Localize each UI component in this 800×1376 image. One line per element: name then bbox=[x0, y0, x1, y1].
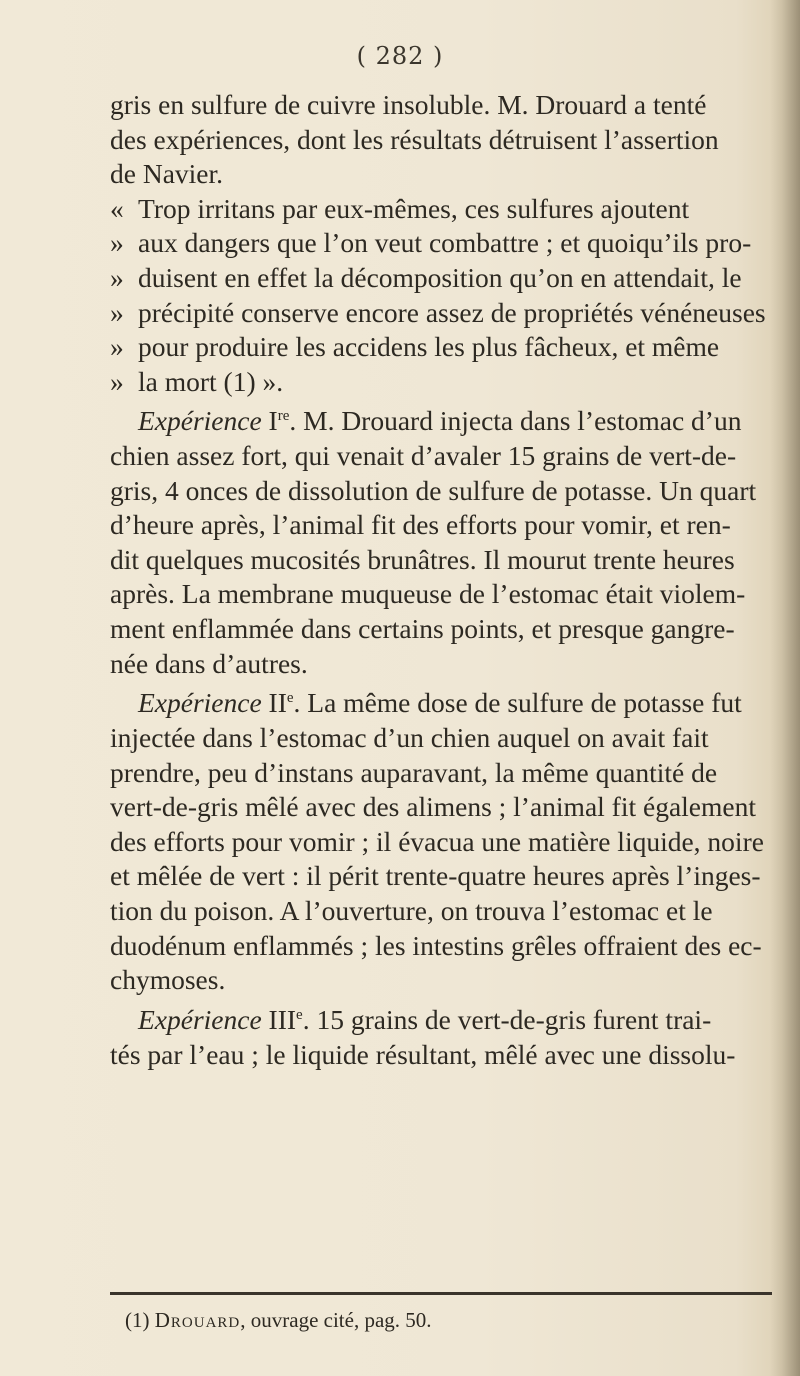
text-line: gris en sulfure de cuivre insoluble. M. Drouard a tenté bbox=[110, 89, 707, 120]
text-line: et mêlée de vert : il périt trente-quatre heures après l’inges- bbox=[110, 860, 761, 892]
text-line: tés par l’eau ; le liquide résultant, mêlé avec une dissolu- bbox=[110, 1038, 736, 1070]
text-line: duodénum enflammés ; les intestins grêles offraient des ec- bbox=[110, 929, 762, 961]
quote-text: précipité conserve encore assez de propriétés vénéneuses bbox=[138, 296, 766, 328]
text-line: injectée dans l’estomac d’un chien auquel on avait fait bbox=[110, 722, 709, 753]
quote-mark: « bbox=[110, 192, 124, 224]
text-segment: M. Drouard injecta dans l’estomac d’un bbox=[303, 405, 742, 437]
text-line: chymoses. bbox=[110, 964, 226, 996]
experiment-heading: Expérience bbox=[138, 687, 262, 719]
text-line: des efforts pour vomir ; il évacua une matière liquide, noire bbox=[110, 825, 764, 857]
text-line: de Navier. bbox=[110, 158, 224, 190]
text-line: Expérience IIe. La même dose de sulfure de potasse fut bbox=[138, 687, 742, 719]
quote-line bbox=[110, 330, 770, 365]
text-line: tion du poison. A l’ouverture, on trouva l’estomac et le bbox=[110, 894, 713, 926]
quote-mark: » bbox=[110, 296, 124, 328]
ordinal-suffix: re bbox=[277, 408, 290, 425]
quote-mark: » bbox=[110, 331, 124, 363]
quote-line bbox=[110, 365, 770, 400]
paragraph-1 bbox=[110, 88, 770, 192]
text-line: d’heure après, l’animal fit des efforts pour vomir, et ren- bbox=[110, 509, 731, 541]
text-line: gris, 4 onces de dissolution de sulfure de potasse. Un quart bbox=[110, 474, 757, 506]
quote-text: duisent en effet la décomposition qu’on en attendait, le bbox=[138, 261, 742, 293]
quote-text: Trop irritans par eux-mêmes, ces sulfures ajoutent bbox=[138, 192, 690, 224]
page-edge-shadow bbox=[770, 0, 800, 1376]
experiment-ordinal: II bbox=[268, 687, 287, 719]
text-line: des expériences, dont les résultats détruisent l’assertion bbox=[110, 123, 719, 155]
quote-line bbox=[110, 296, 770, 331]
experiment-2-paragraph bbox=[110, 681, 770, 998]
quote-text: aux dangers que l’on veut combattre ; et quoiqu’ils pro- bbox=[138, 227, 752, 259]
footnote-author: Drouard bbox=[154, 1308, 241, 1332]
footnote-text: , ouvrage cité, pag. 50. bbox=[240, 1308, 432, 1332]
text-line: dit quelques mucosités brunâtres. Il mourut trente heures bbox=[110, 543, 735, 575]
ordinal-suffix: e bbox=[286, 690, 294, 707]
experiment-1-paragraph bbox=[110, 399, 770, 681]
experiment-heading: Expérience bbox=[138, 1003, 262, 1035]
quote-mark: » bbox=[110, 261, 124, 293]
quote-text: la mort (1) ». bbox=[138, 365, 284, 397]
text-line: Expérience IIIe. 15 grains de vert-de-gris furent trai- bbox=[138, 1003, 712, 1035]
page-number: ( 282 ) bbox=[356, 42, 444, 70]
quote-mark: » bbox=[110, 227, 124, 259]
text-line: Expérience Ire. M. Drouard injecta dans l’estomac d’un bbox=[138, 405, 742, 437]
text-segment: 15 grains de vert-de-gris furent trai- bbox=[316, 1003, 712, 1035]
body-text bbox=[110, 88, 770, 1072]
quote-mark: » bbox=[110, 365, 124, 397]
text-segment: La même dose de sulfure de potasse fut bbox=[307, 687, 742, 719]
quote-text: pour produire les accidens les plus fâcheux, et même bbox=[138, 331, 720, 363]
text-line: vert-de-gris mêlé avec des alimens ; l’animal fit également bbox=[110, 791, 756, 823]
footnote-marker: (1) bbox=[125, 1308, 150, 1332]
text-line: ment enflammée dans certains points, et presque gangre- bbox=[110, 613, 735, 645]
quote-line bbox=[110, 261, 770, 296]
experiment-ordinal: III bbox=[268, 1003, 297, 1035]
text-line: née dans d’autres. bbox=[110, 647, 308, 679]
experiment-3-paragraph bbox=[110, 998, 770, 1072]
experiment-ordinal: I bbox=[268, 405, 278, 437]
text-line: chien assez fort, qui venait d’avaler 15 grains de vert-de- bbox=[110, 440, 737, 472]
text-line: prendre, peu d’instans auparavant, la même quantité de bbox=[110, 756, 718, 788]
text-line: après. La membrane muqueuse de l’estomac était violem- bbox=[110, 578, 746, 610]
experiment-heading: Expérience bbox=[138, 405, 262, 437]
footnote-divider bbox=[110, 1292, 772, 1295]
footnote bbox=[125, 1306, 765, 1334]
quote-line bbox=[110, 192, 770, 227]
quotation-paragraph bbox=[110, 192, 770, 400]
ordinal-suffix: e bbox=[296, 1006, 303, 1023]
quote-line bbox=[110, 226, 770, 261]
